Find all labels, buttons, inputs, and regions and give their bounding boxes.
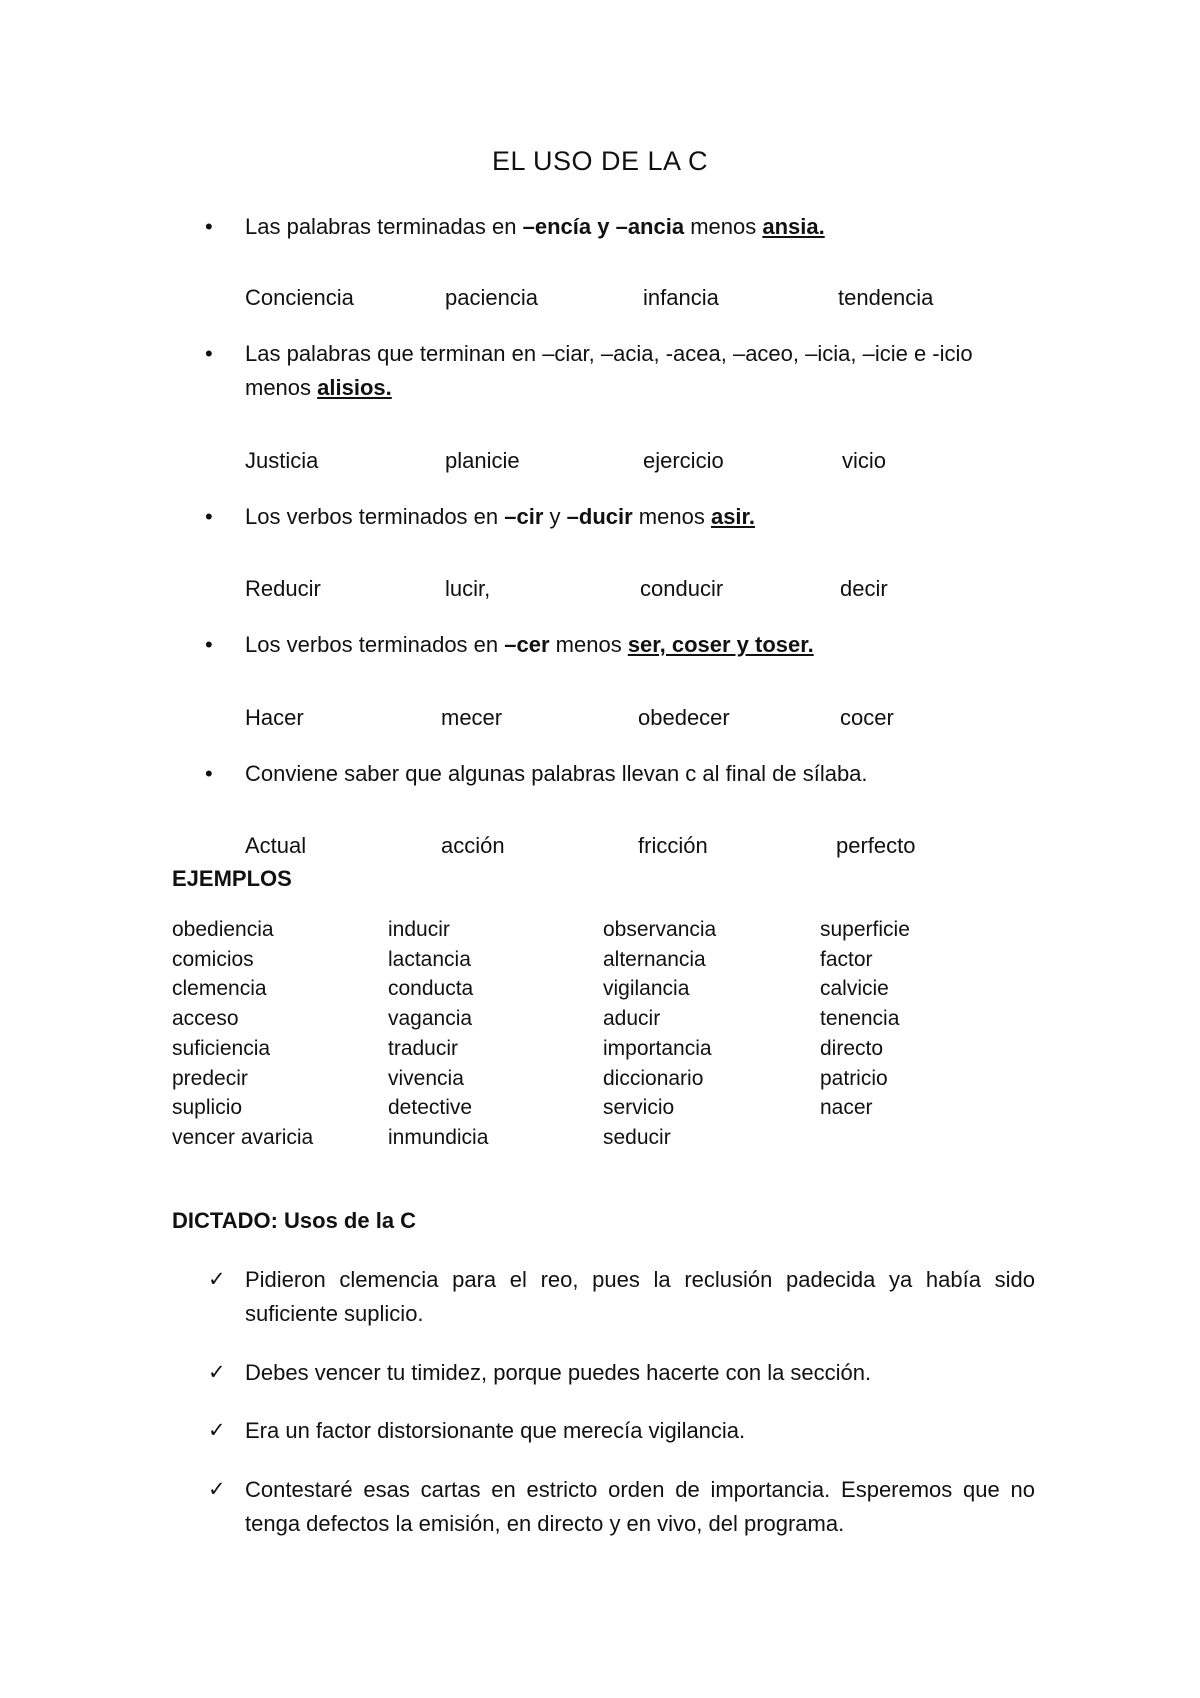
rule-text: menos <box>632 504 711 529</box>
rule-bold: –encía y –ancia <box>522 214 685 239</box>
checkmark-icon: ✓ <box>208 1478 226 1501</box>
example-word: perfecto <box>836 833 916 858</box>
example-word: obedecer <box>638 705 730 730</box>
list-item: importancia <box>603 1036 712 1060</box>
list-item: predecir <box>172 1066 248 1090</box>
rule-5: Conviene saber que algunas palabras llevan c al final de sílaba. <box>245 761 868 786</box>
example-word: ejercicio <box>643 448 724 473</box>
example-word: Hacer <box>245 705 304 730</box>
list-item: vivencia <box>388 1066 464 1090</box>
list-item: obediencia <box>172 918 274 941</box>
rule-exception: alisios. <box>317 375 392 400</box>
bullet-icon <box>205 210 213 244</box>
list-item: acceso <box>172 1007 239 1031</box>
example-word: conducir <box>640 576 724 601</box>
example-word: infancia <box>643 285 719 310</box>
example-word: planicie <box>445 448 520 473</box>
list-item: directo <box>820 1036 884 1060</box>
list-item: vencer avaricia <box>172 1125 314 1149</box>
rule-1 <box>245 210 825 244</box>
ejemplos-column-3 <box>603 915 716 1153</box>
list-item: aducir <box>603 1007 661 1031</box>
dictado-sentence-3: Era un factor distorsionante que merecía vigilancia. <box>245 1418 746 1443</box>
list-item: calvicie <box>820 977 889 1001</box>
list-item: conducta <box>388 977 474 1001</box>
rule-bold: –ducir <box>566 504 633 529</box>
rule-text: Las palabras que terminan en –ciar, –acia, -acea, –aceo, –icia, –icie e -icio <box>245 341 973 366</box>
rule-bold: –cir <box>504 504 544 529</box>
ejemplos-column-4 <box>820 915 910 1123</box>
rule-text: menos <box>684 214 763 239</box>
rule-3 <box>245 500 755 534</box>
example-word: paciencia <box>445 285 538 310</box>
list-item: vagancia <box>388 1007 473 1031</box>
rule-exception: ansia. <box>762 214 825 239</box>
bullet-icon <box>205 628 213 662</box>
example-word: Conciencia <box>245 285 354 310</box>
list-item: observancia <box>603 918 717 941</box>
rule-text: menos <box>549 632 628 657</box>
bullet-icon <box>205 500 213 534</box>
example-word: cocer <box>840 705 894 730</box>
ejemplos-column-2 <box>388 915 488 1153</box>
ejemplos-column-1 <box>172 915 313 1153</box>
rule-text: Los verbos terminados en <box>245 504 505 529</box>
checkmark-icon: ✓ <box>208 1268 226 1291</box>
rule-text: Las palabras terminadas en <box>245 214 523 239</box>
checkmark-icon: ✓ <box>208 1361 226 1384</box>
list-item: servicio <box>603 1096 675 1120</box>
rule-exception: ser, coser y toser. <box>627 632 814 657</box>
list-item: inmundicia <box>388 1125 489 1149</box>
list-item: comicios <box>172 947 254 971</box>
bullet-icon <box>205 337 213 371</box>
list-item: seducir <box>603 1125 671 1149</box>
list-item: superficie <box>820 918 910 941</box>
list-item: inducir <box>388 918 450 941</box>
list-item: traducir <box>388 1036 459 1060</box>
list-item: factor <box>820 947 873 971</box>
list-item: lactancia <box>388 947 471 971</box>
list-item: clemencia <box>172 977 267 1001</box>
example-word: vicio <box>842 448 887 473</box>
dictado-sentence-4: Contestaré esas cartas en estricto orden de importancia. Esperemos que no tenga defectos la emisión, en directo y en vivo, del programa. <box>245 1477 1035 1536</box>
list-item: alternancia <box>603 947 706 971</box>
example-word: decir <box>840 576 888 601</box>
example-word: Justicia <box>245 448 319 473</box>
bullet-icon <box>205 757 213 791</box>
example-word: lucir, <box>445 576 491 601</box>
list-item: patricio <box>820 1066 888 1090</box>
dictado-sentence-1: Pidieron clemencia para el reo, pues la reclusión padecida ya había sido suficiente suplicio. <box>245 1267 1035 1326</box>
list-item: vigilancia <box>603 977 690 1001</box>
list-item: suplicio <box>172 1096 243 1120</box>
checkmark-icon: ✓ <box>208 1419 226 1442</box>
example-word: Reducir <box>245 576 321 601</box>
rule-2 <box>245 337 1005 405</box>
ejemplos-heading: EJEMPLOS <box>172 866 292 891</box>
rule-text: menos <box>245 375 318 400</box>
dictado-heading: DICTADO: Usos de la C <box>172 1208 417 1233</box>
list-item: tenencia <box>820 1007 900 1031</box>
rule-text: y <box>543 504 567 529</box>
example-word: mecer <box>441 705 503 730</box>
list-item: suficiencia <box>172 1036 271 1060</box>
document-title: EL USO DE LA C <box>491 146 709 176</box>
list-item: diccionario <box>603 1066 704 1090</box>
rule-text: Los verbos terminados en <box>245 632 505 657</box>
example-word: tendencia <box>838 285 934 310</box>
list-item: nacer <box>820 1096 873 1120</box>
example-word: fricción <box>638 833 708 858</box>
example-word: acción <box>441 833 505 858</box>
rule-exception: asir. <box>710 504 755 529</box>
example-word: Actual <box>245 833 307 858</box>
list-item: detective <box>388 1096 473 1120</box>
rule-bold: –cer <box>504 632 550 657</box>
dictado-sentence-2: Debes vencer tu timidez, porque puedes hacerte con la sección. <box>245 1360 872 1385</box>
rule-4 <box>245 628 814 662</box>
